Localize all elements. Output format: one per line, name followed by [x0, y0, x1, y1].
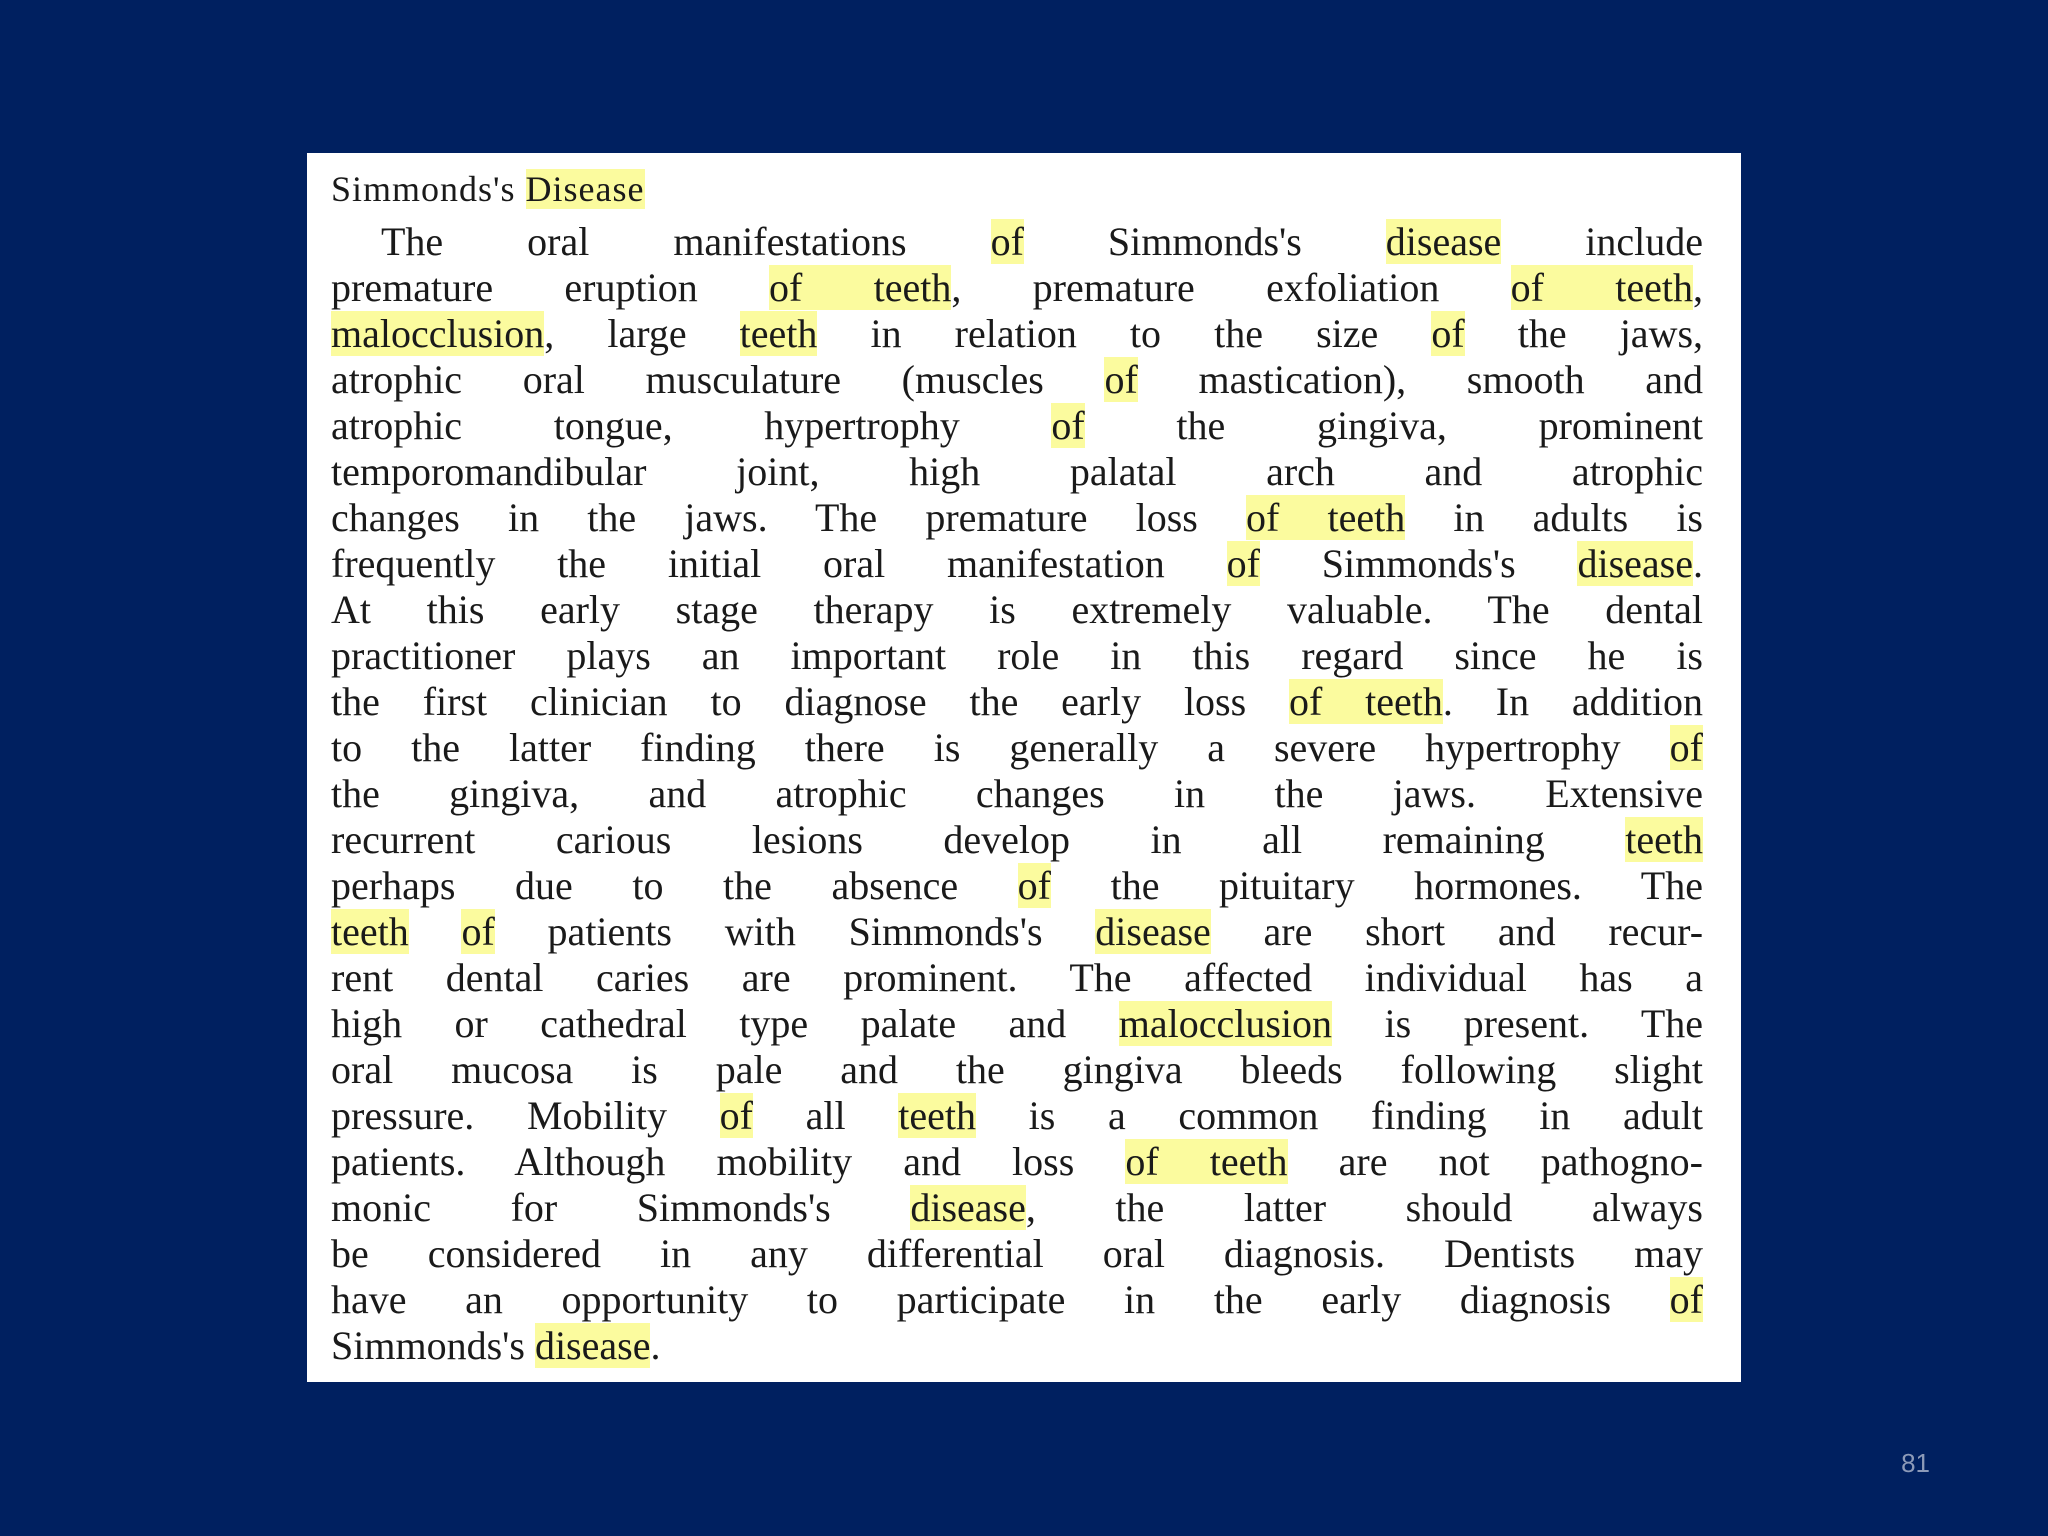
- text-segment: rent dental caries are prominent. The affected individual has a: [331, 955, 1703, 1000]
- text-segment: the gingiva, and atrophic changes in the jaws. Extensive: [331, 771, 1703, 816]
- highlighted-word: of teeth: [769, 265, 952, 310]
- text-line: [331, 1001, 1703, 1047]
- text-line: [331, 265, 1703, 311]
- text-segment: in relation to the size: [817, 311, 1432, 356]
- text-segment: .: [650, 1323, 661, 1368]
- text-line: [331, 1231, 1703, 1277]
- highlighted-word: of: [461, 909, 495, 954]
- text-segment: temporomandibular joint, high palatal arch and atrophic: [331, 449, 1703, 494]
- text-line: [331, 403, 1703, 449]
- text-segment: premature eruption: [331, 265, 770, 310]
- text-segment: The oral manifestations: [381, 219, 991, 264]
- text-segment: [409, 909, 462, 954]
- scanned-text-excerpt: [307, 153, 1741, 1382]
- highlighted-word: of: [719, 1093, 753, 1138]
- text-line: [331, 679, 1703, 725]
- text-line: [331, 817, 1703, 863]
- text-segment: include: [1501, 219, 1704, 264]
- text-segment: the gingiva, prominent: [1084, 403, 1703, 448]
- highlighted-word: disease: [1577, 541, 1693, 586]
- highlighted-word: teeth: [898, 1093, 976, 1138]
- highlighted-word: teeth: [331, 909, 409, 954]
- text-segment: At this early stage therapy is extremely valuable. The dental: [331, 587, 1703, 632]
- highlighted-word: of: [1226, 541, 1260, 586]
- text-segment: patients. Although mobility and loss: [331, 1139, 1126, 1184]
- text-line: [331, 955, 1703, 1001]
- text-segment: high or cathedral type palate and: [331, 1001, 1119, 1046]
- text-segment: oral mucosa is pale and the gingiva bleeds following slight: [331, 1047, 1703, 1092]
- highlighted-word: malocclusion: [331, 311, 545, 356]
- text-segment: , large: [544, 311, 740, 356]
- excerpt-heading: [331, 161, 1703, 219]
- text-line: [331, 1047, 1703, 1093]
- excerpt-body: [331, 219, 1703, 1369]
- text-segment: patients with Simmonds's: [494, 909, 1096, 954]
- page-number: 81: [1901, 1448, 1930, 1478]
- text-line: [331, 587, 1703, 633]
- text-line: [331, 1323, 1703, 1369]
- text-segment: Simmonds's: [1023, 219, 1386, 264]
- text-segment: to the latter finding there is generally a severe hypertrophy: [331, 725, 1670, 770]
- text-segment: is present. The: [1332, 1001, 1704, 1046]
- text-segment: the jaws,: [1464, 311, 1704, 356]
- text-line: [331, 1093, 1703, 1139]
- text-line: [331, 449, 1703, 495]
- text-segment: changes in the jaws. The premature loss: [331, 495, 1247, 540]
- text-segment: mastication), smooth and: [1137, 357, 1703, 402]
- text-line: [331, 541, 1703, 587]
- highlighted-word: of teeth: [1289, 679, 1443, 724]
- text-segment: monic for Simmonds's: [331, 1185, 911, 1230]
- text-segment: perhaps due to the absence: [331, 863, 1018, 908]
- text-segment: pressure. Mobility: [331, 1093, 720, 1138]
- highlighted-word: teeth: [739, 311, 818, 356]
- text-segment: are short and recur-: [1210, 909, 1704, 954]
- highlighted-word: disease: [910, 1185, 1026, 1230]
- highlighted-word: of teeth: [1510, 265, 1693, 310]
- highlighted-word: disease: [1385, 219, 1502, 264]
- text-segment: practitioner plays an important role in this regard since he is: [331, 633, 1703, 678]
- text-line: [331, 1277, 1703, 1323]
- text-line: [331, 633, 1703, 679]
- text-segment: in adults is: [1405, 495, 1704, 540]
- text-line: [331, 725, 1703, 771]
- highlighted-word: of teeth: [1246, 495, 1406, 540]
- text-segment: , premature exfoliation: [951, 265, 1511, 310]
- text-line: [331, 863, 1703, 909]
- text-segment: .: [1693, 541, 1703, 586]
- text-segment: Simmonds's: [1259, 541, 1578, 586]
- text-line: [331, 495, 1703, 541]
- text-segment: frequently the initial oral manifestation: [331, 541, 1227, 586]
- text-segment: the pituitary hormones. The: [1051, 863, 1703, 908]
- highlighted-word: of: [1669, 725, 1703, 770]
- text-line: [331, 1139, 1703, 1185]
- text-line: [331, 357, 1703, 403]
- text-segment: have an opportunity to participate in the early diagnosis: [331, 1277, 1670, 1322]
- highlighted-word: disease: [1095, 909, 1211, 954]
- text-line: [331, 1185, 1703, 1231]
- text-segment: recurrent carious lesions develop in all remaining: [331, 817, 1626, 862]
- highlighted-word: of: [990, 219, 1024, 264]
- text-line: [331, 219, 1703, 265]
- highlighted-word: of: [1104, 357, 1138, 402]
- highlighted-word: of: [1051, 403, 1085, 448]
- text-line: [331, 771, 1703, 817]
- heading-word-simmonds: Simmonds's: [331, 169, 516, 209]
- text-segment: ,: [1692, 265, 1703, 310]
- text-segment: the first clinician to diagnose the early loss: [331, 679, 1290, 724]
- text-segment: . In addition: [1442, 679, 1703, 724]
- text-segment: is a common finding in adult: [975, 1093, 1703, 1138]
- highlighted-word: of: [1669, 1277, 1703, 1322]
- text-segment: be considered in any differential oral diagnosis. Dentists may: [331, 1231, 1703, 1276]
- highlighted-word: of teeth: [1125, 1139, 1288, 1184]
- text-segment: atrophic oral musculature (muscles: [331, 357, 1105, 402]
- text-segment: Simmonds's: [331, 1323, 535, 1368]
- highlighted-word: teeth: [1625, 817, 1703, 862]
- text-segment: are not pathogno-: [1287, 1139, 1703, 1184]
- highlighted-word: malocclusion: [1118, 1001, 1333, 1046]
- text-segment: , the latter should always: [1025, 1185, 1703, 1230]
- heading-word-disease: Disease: [525, 169, 645, 209]
- text-line: [331, 311, 1703, 357]
- highlighted-word: of: [1017, 863, 1051, 908]
- text-segment: all: [752, 1093, 899, 1138]
- highlighted-word: of: [1431, 311, 1465, 356]
- text-segment: atrophic tongue, hypertrophy: [331, 403, 1052, 448]
- highlighted-word: disease: [534, 1323, 651, 1368]
- text-line: [331, 909, 1703, 955]
